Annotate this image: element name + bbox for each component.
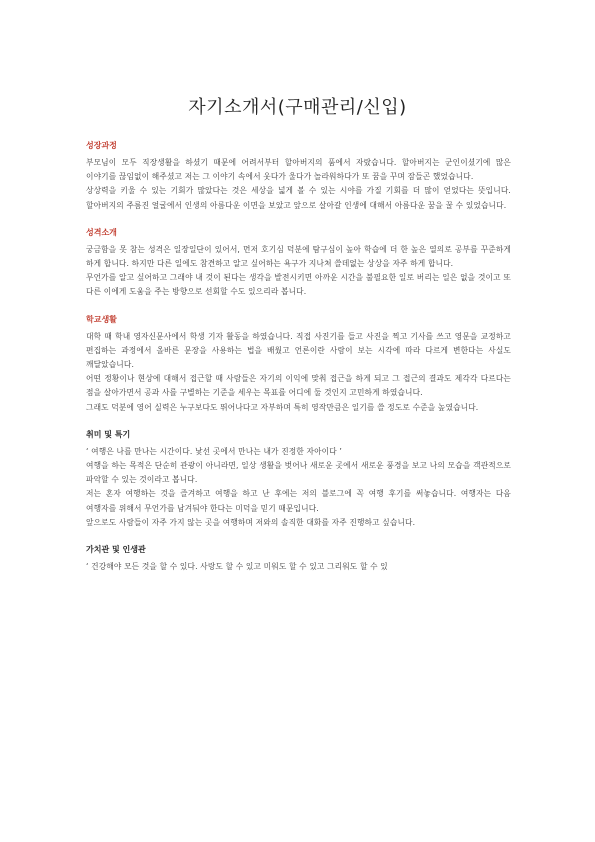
paragraph: 대학 때 학내 영자신문사에서 학생 기자 활동을 하였습니다. 직접 사진기를 들고 사진을 찍고 기사를 쓰고 영문을 교정하고 편집하는 과정에서 올바른 문장을 사용하는 법을 배웠고 언론이란 사람이 보는 시각에 따라 다르게 변한다는 사실도 깨달았습니다. (86, 331, 511, 370)
document-title: 자기소개서(구매관리/신입) (188, 97, 407, 118)
paragraph: 그래도 덕분에 영어 실력은 누구보다도 뛰어나다고 자부하며 특히 영작만큼은 일기를 쓸 정도로 수준을 높였습니다. (86, 402, 479, 412)
paragraph: ‘ 건강해야 모든 것을 할 수 있다. 사랑도 할 수 있고 미워도 할 수 있고 그리워도 할 수 있 (86, 562, 388, 572)
paragraph: 무언가를 알고 싶어하고 그래야 내 것이 된다는 생각을 발전시키면 아까운 시간을 불필요한 일로 버리는 일은 없을 것이고 또 다른 이에게 도움을 주는 방향으로 선회할 수도 있으리라 봅니다. (86, 273, 511, 297)
section (86, 429, 511, 530)
paragraph: 앞으로도 사람들이 자주 가지 않는 곳을 여행하며 저와의 솔직한 대화를 자주 진행하고 싶습니다. (86, 517, 416, 527)
paragraph: 상상력을 키울 수 있는 기회가 많았다는 것은 세상을 넓게 볼 수 있는 시야를 가질 기회를 더 많이 얻었다는 뜻입니다. 할아버지의 주름진 얼굴에서 인생의 아름다운 이면을 보았고 앞으로 살아갈 인생에 대해서 아름다운 꿈을 꿀 수 있었습니다. (86, 186, 511, 210)
document-body (86, 140, 511, 574)
section (86, 544, 511, 574)
paragraph: 여행을 하는 목적은 단순히 관광이 아니라면, 일상 생활을 벗어나 새로운 곳에서 새로운 풍경을 보고 나의 모습을 객관적으로 파악할 수 있는 것이라고 봅니다. (86, 461, 511, 485)
paragraph: 어떤 정황이나 현상에 대해서 접근할 때 사람들은 자기의 이익에 맞춰 접근을 하게 되고 그 접근의 결과도 제각각 다르다는 점을 살아가면서 공과 사를 구별하는 기준을 세우는 목표를 어디에 둘 것인지 고민하게 하였습니다. (86, 374, 511, 398)
paragraph: ‘ 여행은 나를 만나는 시간이다. 낯선 곳에서 만나는 내가 진정한 자아이다 ’ (86, 446, 343, 456)
section-heading: 취미 및 특기 (86, 429, 131, 439)
section (86, 140, 511, 213)
section (86, 227, 511, 300)
section-heading: 성장과정 (86, 141, 117, 150)
paragraph: 저는 혼자 여행하는 것을 즐겨하고 여행을 하고 난 후에는 저의 블로그에 꼭 여행 후기를 써놓습니다. 여행자는 다음 여행자를 위해서 무언가를 남겨둬야 한다는 미덕을 믿기 때문입니다. (86, 489, 511, 513)
section-heading: 가치관 및 인생관 (86, 545, 146, 555)
section (86, 314, 511, 415)
paragraph: 부모님이 모두 직장생활을 하셨기 때문에 어려서부터 할아버지의 품에서 자랐습니다. 할아버지는 군인이셨기에 많은 이야기를 끊임없이 해주셨고 저는 그 이야기 속에서 웃다가 울다가 놀라워하다가 또 꿈을 꾸며 잠들곤 했었습니다. (86, 158, 511, 182)
paragraph: 궁금함을 못 참는 성격은 일장일단이 있어서, 먼저 호기심 덕분에 탐구심이 높아 학습에 더 한 높은 열의로 공부를 꾸준하게 하게 합니다. 하지만 다른 일에도 참견하고 알고 싶어하는 욕구가 지나쳐 쓸데없는 상상을 자주 하게 합니다. (86, 244, 511, 269)
section-heading: 학교생활 (86, 314, 117, 324)
section-heading: 성격소개 (86, 227, 117, 237)
